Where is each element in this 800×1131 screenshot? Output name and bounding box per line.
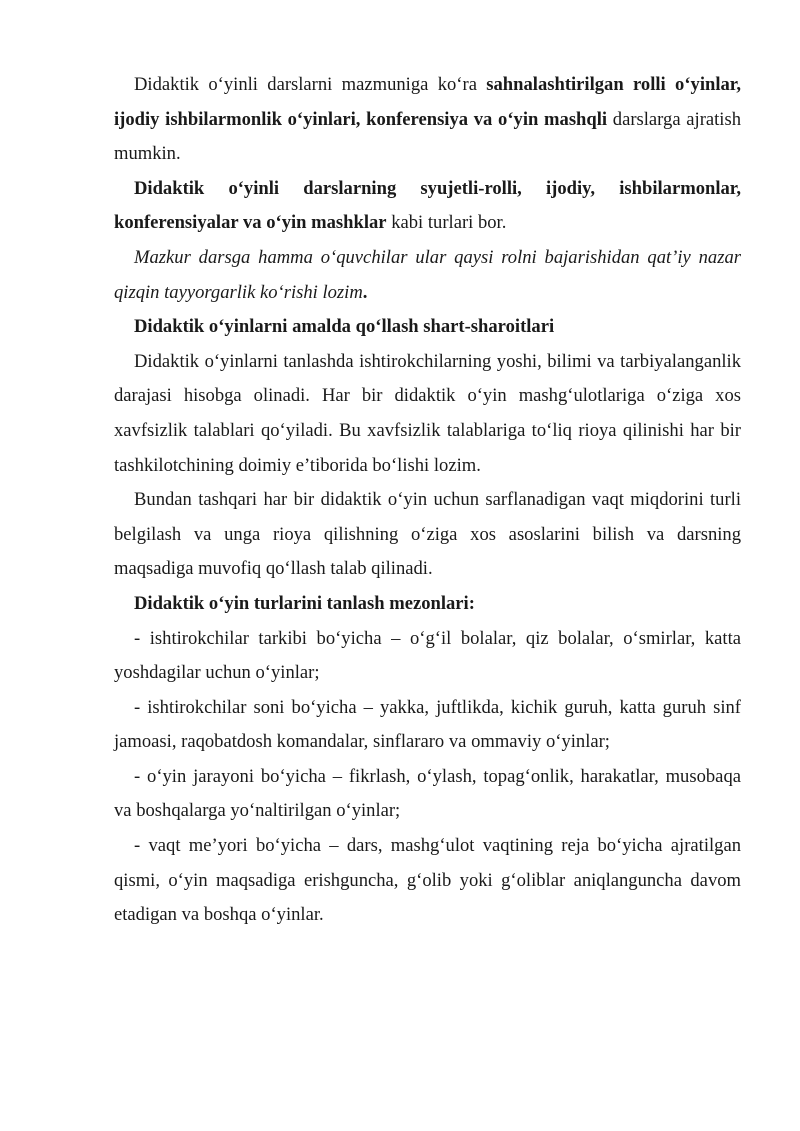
paragraph-text: Didaktik o‘yinli darslarni mazmuniga ko‘ra [134, 74, 487, 95]
section-heading-conditions: Didaktik o‘yinlarni amalda qo‘llash shart-sharoitlari [134, 316, 555, 338]
criteria-item-time: - vaqt me’yori bo‘yicha – dars, mashg‘ulot vaqtining reja bo‘yicha ajratilgan qismi, o‘yin maqsadiga erishguncha, g‘olib yoki g‘oliblar aniqlanguncha davom etadigan va boshqa o‘yinlar. [114, 835, 741, 926]
document-page [114, 68, 741, 933]
emphasized-lesson-types: sahnalashtirilgan rolli o‘yinlar, ijodiy ishbilarmonlik o‘yinlari, konferensiya va o‘yin mashqli [114, 74, 741, 130]
section-heading-criteria: Didaktik o‘yin turlarini tanlash mezonlari: [134, 592, 475, 614]
paragraph-selection-safety: Didaktik o‘yinlarni tanlashda ishtirokchilarning yoshi, bilimi va tarbiyalanganlik darajasi hisobga olinadi. Har bir didaktik o‘yin mashg‘ulotlariga o‘ziga xos xavfsizlik talablari qo‘yiladi. Bu xavfsizlik talablariga to‘liq rioya qilinishi har bir tashkilotchining doimiy e’tiborida bo‘lishi lozim. [114, 350, 741, 476]
paragraph-text: kabi turlari bor. [386, 212, 507, 234]
paragraph-preparation-note [114, 241, 741, 310]
paragraph-game-lesson-types [114, 68, 741, 172]
italic-preparation-text: Mazkur darsga hamma o‘quvchilar ular qaysi rolni bajarishidan qat’iy nazar qizqin tayyorgarlik ko‘rishi lozim [114, 246, 741, 303]
paragraph-text: darslarga ajratish mumkin. [114, 108, 741, 165]
emphasized-lesson-kinds: Didaktik o‘yinli darslarning syujetli-rolli, ijodiy, ishbilarmonlar, konferensiyalar va o‘yin mashklar [114, 177, 741, 234]
bold-period: . [362, 281, 368, 303]
paragraph-time-allocation: Bundan tashqari har bir didaktik o‘yin uchun sarflanadigan vaqt miqdorini turli belgilash va unga rioya qilishning o‘ziga xos asoslarini bilish va darsning maqsadiga muvofiq qo‘llash talab qilinadi. [114, 489, 741, 580]
paragraph-lesson-kinds [114, 172, 741, 241]
criteria-item-count: - ishtirokchilar soni bo‘yicha – yakka, juftlikda, kichik guruh, katta guruh sinf jamoasi, raqobatdosh komandalar, sinflararo va ommaviy o‘yinlar; [114, 696, 741, 753]
criteria-item-participants: - ishtirokchilar tarkibi bo‘yicha – o‘g‘il bolalar, qiz bolalar, o‘smirlar, katta yoshdagilar uchun o‘yinlar; [114, 627, 741, 684]
criteria-item-process: - o‘yin jarayoni bo‘yicha – fikrlash, o‘ylash, topag‘onlik, harakatlar, musobaqa va boshqalarga yo‘naltirilgan o‘yinlar; [114, 765, 741, 822]
